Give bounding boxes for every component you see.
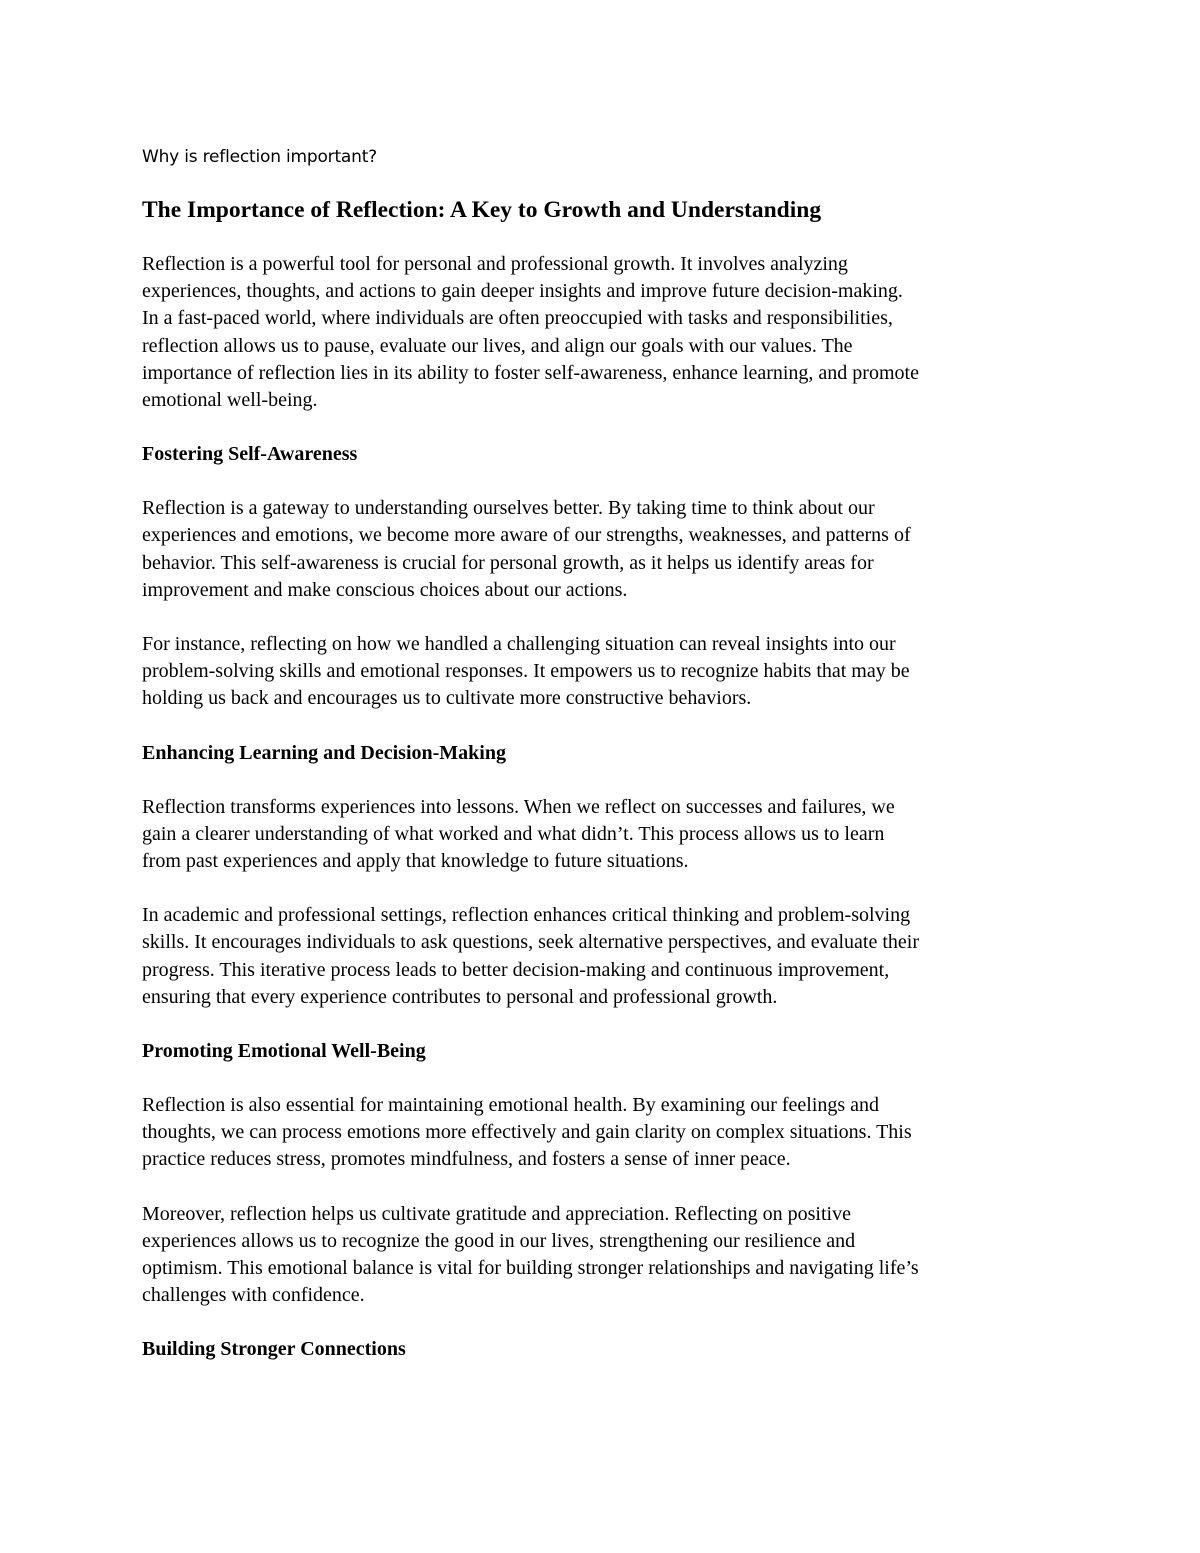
text-line: from past experiences and apply that knowledge to future situations.: [142, 850, 689, 873]
section-paragraph: [142, 794, 1072, 876]
text-line: experiences allows us to recognize the good in our lives, strengthening our resilience and: [142, 1229, 856, 1252]
section-paragraph: [142, 1201, 1072, 1310]
document-title: The Importance of Reflection: A Key to Growth and Understanding: [142, 197, 822, 223]
text-line: progress. This iterative process leads to better decision-making and continuous improvement,: [142, 958, 890, 981]
text-line: Reflection is a powerful tool for personal and professional growth. It involves analyzing: [142, 253, 848, 275]
section-heading: Promoting Emotional Well-Being: [142, 1040, 426, 1063]
text-line: Reflection transforms experiences into lessons. When we reflect on successes and failures, we: [142, 795, 895, 818]
text-line: experiences and emotions, we become more aware of our strengths, weaknesses, and patterns of: [142, 524, 911, 547]
section-paragraph: [142, 1092, 1072, 1174]
text-line: holding us back and encourages us to cultivate more constructive behaviors.: [142, 687, 752, 710]
text-line: Reflection is also essential for maintaining emotional health. By examining our feelings and: [142, 1094, 880, 1117]
section-paragraph: [142, 631, 1072, 713]
text-line: experiences, thoughts, and actions to gain deeper insights and improve future decision-making.: [142, 280, 903, 303]
text-line: For instance, reflecting on how we handled a challenging situation can reveal insights into our: [142, 633, 896, 656]
text-line: behavior. This self-awareness is crucial for personal growth, as it helps us identify areas for: [142, 551, 874, 574]
text-line: optimism. This emotional balance is vital for building stronger relationships and navigating life’s: [142, 1257, 919, 1280]
text-line: Reflection is a gateway to understanding ourselves better. By taking time to think about our: [142, 497, 875, 520]
text-line: problem-solving skills and emotional responses. It empowers us to recognize habits that may be: [142, 660, 910, 683]
text-line: emotional well-being.: [142, 389, 318, 412]
section-heading: Building Stronger Connections: [142, 1338, 406, 1361]
text-line: In a fast-paced world, where individuals are often preoccupied with tasks and responsibilities,: [142, 307, 893, 330]
text-line: thoughts, we can process emotions more effectively and gain clarity on complex situations. This: [142, 1121, 912, 1144]
document-content: [142, 146, 1072, 1390]
document-question: Why is reflection important?: [142, 147, 377, 167]
text-line: improvement and make conscious choices about our actions.: [142, 578, 628, 601]
text-line: challenges with confidence.: [142, 1284, 365, 1307]
text-line: In academic and professional settings, reflection enhances critical thinking and problem-solving: [142, 904, 911, 927]
section-paragraph: [142, 902, 1072, 1011]
text-line: skills. It encourages individuals to ask questions, seek alternative perspectives, and evaluate their: [142, 931, 919, 954]
intro-paragraph: [142, 251, 1072, 414]
section-paragraph: [142, 495, 1072, 604]
text-line: gain a clearer understanding of what worked and what didn’t. This process allows us to learn: [142, 822, 885, 845]
text-line: ensuring that every experience contributes to personal and professional growth.: [142, 985, 778, 1008]
text-line: reflection allows us to pause, evaluate our lives, and align our goals with our values. The: [142, 334, 853, 357]
text-line: practice reduces stress, promotes mindfulness, and fosters a sense of inner peace.: [142, 1148, 791, 1171]
section-heading: Fostering Self-Awareness: [142, 443, 358, 466]
section-heading: Enhancing Learning and Decision-Making: [142, 741, 506, 764]
text-line: Moreover, reflection helps us cultivate gratitude and appreciation. Reflecting on positive: [142, 1202, 851, 1225]
document-sections: [142, 441, 1072, 1363]
text-line: importance of reflection lies in its ability to foster self-awareness, enhance learning, and promote: [142, 361, 919, 384]
